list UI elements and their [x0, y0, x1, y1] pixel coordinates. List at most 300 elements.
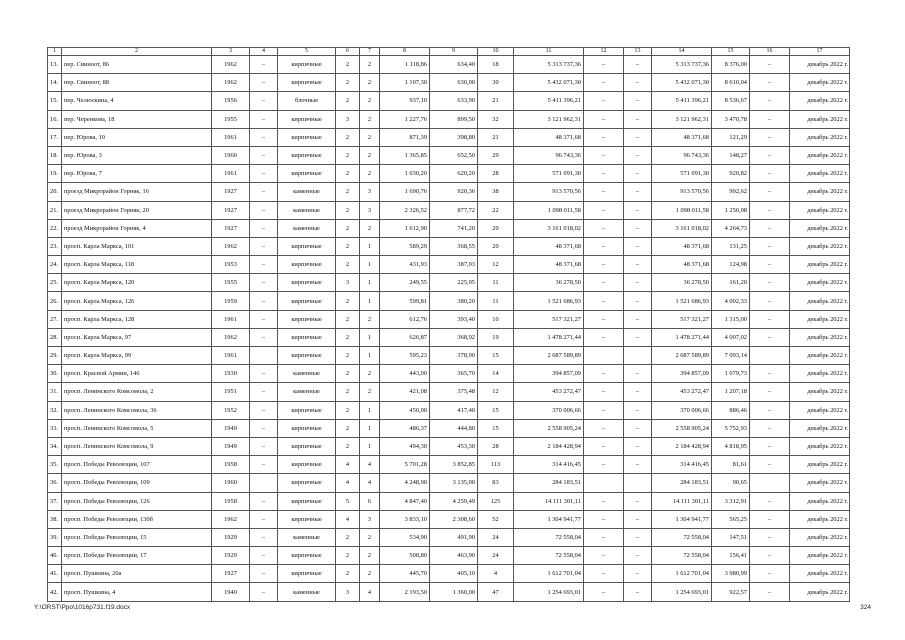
total-cost: 3 161 018,02 — [514, 219, 584, 237]
col-16-value: – — [750, 183, 790, 201]
floors: 2 — [336, 146, 360, 164]
column-number-2: 2 — [62, 48, 212, 56]
col-4-value: – — [250, 492, 278, 510]
residents: 20 — [478, 237, 514, 255]
row-number: 40. — [48, 547, 62, 565]
total-cost: 36 278,50 — [514, 274, 584, 292]
floors: 2 — [336, 565, 360, 583]
col-16-value: – — [750, 110, 790, 128]
entrances: 2 — [360, 365, 380, 383]
build-year: 1962 — [212, 237, 250, 255]
col-16-value: – — [750, 328, 790, 346]
col-16-value: – — [750, 292, 790, 310]
cost-value: 5 432 071,30 — [652, 74, 712, 92]
entrances: 2 — [360, 128, 380, 146]
column-number-row — [48, 48, 850, 56]
address: просп. Победы Революции, 126 — [62, 492, 212, 510]
cost-value: 72 558,04 — [652, 528, 712, 546]
living-area: 634,40 — [430, 56, 478, 74]
row-number: 13. — [48, 56, 62, 74]
row-number: 31. — [48, 383, 62, 401]
cost-value: 48 371,68 — [652, 128, 712, 146]
col-12-value: – — [584, 437, 624, 455]
address: просп. Красной Армии, 146 — [62, 365, 212, 383]
completion-date: декабрь 2022 г. — [790, 92, 850, 110]
column-number-12: 12 — [584, 48, 624, 56]
build-year: 1929 — [212, 547, 250, 565]
col-13-value: – — [624, 383, 652, 401]
living-area: 387,03 — [430, 256, 478, 274]
living-area: 463,90 — [430, 547, 478, 565]
cost-value: 1 478 271,44 — [652, 328, 712, 346]
col-13-value: – — [624, 74, 652, 92]
total-cost: 1 098 011,58 — [514, 201, 584, 219]
col-16-value: – — [750, 201, 790, 219]
floors: 2 — [336, 219, 360, 237]
cost-value: 5 411 396,21 — [652, 92, 712, 110]
table-row — [48, 56, 850, 74]
total-cost: 5 313 737,36 — [514, 56, 584, 74]
document-path: Y:\ORST\Ppo\1016p731.f19.docx — [34, 604, 131, 611]
wall-material: кирпичные — [278, 274, 336, 292]
total-area: 421,08 — [380, 383, 430, 401]
total-area: 4 248,90 — [380, 474, 430, 492]
residents: 10 — [478, 310, 514, 328]
table-row — [48, 128, 850, 146]
entrances: 1 — [360, 274, 380, 292]
table-row — [48, 74, 850, 92]
col-4-value: – — [250, 110, 278, 128]
cost-per-meter: 3 980,99 — [712, 565, 750, 583]
floors: 2 — [336, 237, 360, 255]
completion-date: декабрь 2022 г. — [790, 547, 850, 565]
wall-material: каменные — [278, 528, 336, 546]
page-number: 324 — [860, 604, 871, 611]
wall-material: кирпичные — [278, 146, 336, 164]
row-number: 29. — [48, 347, 62, 365]
col-12-value: – — [584, 401, 624, 419]
address: просп. Ленинского Комсомола, 2 — [62, 383, 212, 401]
build-year: 1961 — [212, 165, 250, 183]
col-4-value: – — [250, 401, 278, 419]
address: проезд Микрорайон Горняк, 4 — [62, 219, 212, 237]
living-area: 405,10 — [430, 565, 478, 583]
col-16-value: – — [750, 401, 790, 419]
column-number-9: 9 — [430, 48, 478, 56]
wall-material: каменные — [278, 583, 336, 601]
total-cost: 517 321,27 — [514, 310, 584, 328]
col-12-value: – — [584, 110, 624, 128]
living-area: 899,50 — [430, 110, 478, 128]
wall-material: кирпичные — [278, 128, 336, 146]
col-16-value: – — [750, 456, 790, 474]
floors: 4 — [336, 456, 360, 474]
total-area: 450,90 — [380, 401, 430, 419]
wall-material: каменные — [278, 365, 336, 383]
living-area: 4 259,49 — [430, 492, 478, 510]
table-row — [48, 401, 850, 419]
completion-date: декабрь 2022 г. — [790, 565, 850, 583]
cost-value: 394 857,09 — [652, 365, 712, 383]
address: просп. Ленинского Комсомола, 36 — [62, 401, 212, 419]
total-cost: 913 570,56 — [514, 183, 584, 201]
cost-value: 1 098 011,58 — [652, 201, 712, 219]
col-16-value: – — [750, 310, 790, 328]
living-area: 380,20 — [430, 292, 478, 310]
col-4-value: – — [250, 92, 278, 110]
total-cost: 394 857,09 — [514, 365, 584, 383]
col-16-value: – — [750, 274, 790, 292]
total-area: 3 833,10 — [380, 510, 430, 528]
col-12-value: – — [584, 528, 624, 546]
build-year: 1927 — [212, 201, 250, 219]
total-cost: 72 558,04 — [514, 547, 584, 565]
entrances: 4 — [360, 474, 380, 492]
residents: 11 — [478, 274, 514, 292]
wall-material: кирпичные — [278, 474, 336, 492]
total-area: 2 193,50 — [380, 583, 430, 601]
col-13-value: – — [624, 256, 652, 274]
total-area: 486,37 — [380, 419, 430, 437]
floors: 2 — [336, 437, 360, 455]
column-number-13: 13 — [624, 48, 652, 56]
col-13-value: – — [624, 510, 652, 528]
build-year: 1930 — [212, 365, 250, 383]
entrances: 2 — [360, 146, 380, 164]
col-13-value: – — [624, 201, 652, 219]
residents: 15 — [478, 401, 514, 419]
total-area: 4 847,40 — [380, 492, 430, 510]
address: пер. Юрова, 7 — [62, 165, 212, 183]
entrances: 2 — [360, 219, 380, 237]
total-area: 508,80 — [380, 547, 430, 565]
cost-value: 96 743,36 — [652, 146, 712, 164]
cost-per-meter: 992,62 — [712, 183, 750, 201]
table-row — [48, 528, 850, 546]
floors: 2 — [336, 547, 360, 565]
table-row — [48, 256, 850, 274]
completion-date: декабрь 2022 г. — [790, 183, 850, 201]
entrances: 2 — [360, 565, 380, 583]
cost-value: 5 313 737,36 — [652, 56, 712, 74]
cost-value: 1 521 686,93 — [652, 292, 712, 310]
col-4-value: – — [250, 74, 278, 92]
row-number: 15. — [48, 92, 62, 110]
col-4-value: – — [250, 237, 278, 255]
total-cost: 72 558,04 — [514, 528, 584, 546]
total-area: 599,81 — [380, 292, 430, 310]
col-12-value: – — [584, 583, 624, 601]
cost-value: 48 371,68 — [652, 256, 712, 274]
total-cost: 571 091,30 — [514, 165, 584, 183]
completion-date: декабрь 2022 г. — [790, 274, 850, 292]
wall-material: кирпичные — [278, 237, 336, 255]
wall-material: блочные — [278, 92, 336, 110]
cost-per-meter: 3 312,91 — [712, 492, 750, 510]
build-year: 1951 — [212, 383, 250, 401]
entrances: 3 — [360, 201, 380, 219]
address: просп. Победы Революции, 107 — [62, 456, 212, 474]
col-4-value: – — [250, 274, 278, 292]
residents: 38 — [478, 183, 514, 201]
residents: 14 — [478, 365, 514, 383]
address: пер. Черенкова, 18 — [62, 110, 212, 128]
build-year: 1953 — [212, 256, 250, 274]
entrances: 1 — [360, 256, 380, 274]
total-cost: 3 121 962,31 — [514, 110, 584, 128]
col-4-value: – — [250, 201, 278, 219]
living-area: 920,36 — [430, 183, 478, 201]
cost-per-meter: 124,98 — [712, 256, 750, 274]
address: просп. Карла Маркса, 101 — [62, 237, 212, 255]
total-area: 589,29 — [380, 237, 430, 255]
residents: 24 — [478, 547, 514, 565]
row-number: 20. — [48, 183, 62, 201]
entrances: 2 — [360, 92, 380, 110]
table-row — [48, 383, 850, 401]
residents: 21 — [478, 128, 514, 146]
col-4-value: – — [250, 365, 278, 383]
col-13-value: – — [624, 547, 652, 565]
col-13-value: – — [624, 165, 652, 183]
entrances: 3 — [360, 510, 380, 528]
cost-per-meter: 148,27 — [712, 146, 750, 164]
row-number: 33. — [48, 419, 62, 437]
table-row — [48, 547, 850, 565]
col-13-value: – — [624, 310, 652, 328]
address: просп. Карла Маркса, 128 — [62, 310, 212, 328]
build-year: 1929 — [212, 528, 250, 546]
cost-value: 370 006,66 — [652, 401, 712, 419]
column-number-5: 5 — [278, 48, 336, 56]
floors: 2 — [336, 92, 360, 110]
total-area: 534,90 — [380, 528, 430, 546]
total-cost: 453 272,47 — [514, 383, 584, 401]
floors: 2 — [336, 292, 360, 310]
col-16-value: – — [750, 165, 790, 183]
address: просп. Ленинского Комсомола, 9 — [62, 437, 212, 455]
col-4-value: – — [250, 437, 278, 455]
completion-date: декабрь 2022 г. — [790, 347, 850, 365]
completion-date: декабрь 2022 г. — [790, 56, 850, 74]
col-4-value: – — [250, 183, 278, 201]
row-number: 18. — [48, 146, 62, 164]
col-16-value: – — [750, 146, 790, 164]
total-area: 494,30 — [380, 437, 430, 455]
col-4-value: – — [250, 219, 278, 237]
build-year: 1962 — [212, 328, 250, 346]
residents: 20 — [478, 219, 514, 237]
living-area: 630,90 — [430, 74, 478, 92]
address: просп. Победы Революции, 130б — [62, 510, 212, 528]
col-16-value: – — [750, 547, 790, 565]
wall-material: кирпичные — [278, 74, 336, 92]
col-16-value: – — [750, 437, 790, 455]
col-12-value: – — [584, 310, 624, 328]
build-year: 1960 — [212, 474, 250, 492]
total-cost: 5 411 396,21 — [514, 92, 584, 110]
residents: 83 — [478, 474, 514, 492]
row-number: 24. — [48, 256, 62, 274]
build-year: 1949 — [212, 419, 250, 437]
living-area: 1 360,00 — [430, 583, 478, 601]
col-4-value: – — [250, 310, 278, 328]
total-cost: 2 184 428,94 — [514, 437, 584, 455]
cost-per-meter: 1 315,00 — [712, 310, 750, 328]
total-area: 626,87 — [380, 328, 430, 346]
row-number: 23. — [48, 237, 62, 255]
cost-per-meter: 8 536,67 — [712, 92, 750, 110]
col-16-value: – — [750, 237, 790, 255]
col-13-value: – — [624, 419, 652, 437]
cost-value: 571 091,30 — [652, 165, 712, 183]
address: пер. Свиноот, 86 — [62, 56, 212, 74]
cost-value: 36 278,50 — [652, 274, 712, 292]
col-4-value: – — [250, 547, 278, 565]
completion-date: декабрь 2022 г. — [790, 492, 850, 510]
completion-date: декабрь 2022 г. — [790, 419, 850, 437]
floors: 2 — [336, 365, 360, 383]
total-cost: 14 111 301,11 — [514, 492, 584, 510]
row-number: 39. — [48, 528, 62, 546]
total-cost: 48 371,68 — [514, 256, 584, 274]
total-area: 445,70 — [380, 565, 430, 583]
total-area: 1 612,90 — [380, 219, 430, 237]
floors: 2 — [336, 347, 360, 365]
col-13-value: – — [624, 183, 652, 201]
col-12-value: – — [584, 492, 624, 510]
floors: 2 — [336, 256, 360, 274]
cost-value: 2 687 589,89 — [652, 347, 712, 365]
cost-per-meter: 4 264,73 — [712, 219, 750, 237]
cost-per-meter: 4 818,95 — [712, 437, 750, 455]
entrances: 3 — [360, 183, 380, 201]
completion-date: декабрь 2022 г. — [790, 128, 850, 146]
total-area: 871,39 — [380, 128, 430, 146]
col-13-value: – — [624, 437, 652, 455]
table-row — [48, 565, 850, 583]
column-number-15: 15 — [712, 48, 750, 56]
floors: 3 — [336, 274, 360, 292]
build-year: 1952 — [212, 401, 250, 419]
residents: 21 — [478, 92, 514, 110]
col-12-value: – — [584, 74, 624, 92]
residents: 15 — [478, 419, 514, 437]
col-12-value: – — [584, 237, 624, 255]
completion-date: декабрь 2022 г. — [790, 328, 850, 346]
wall-material: кирпичные — [278, 292, 336, 310]
col-12-value — [584, 474, 624, 492]
col-4-value: – — [250, 128, 278, 146]
completion-date: декабрь 2022 г. — [790, 583, 850, 601]
col-13-value — [624, 474, 652, 492]
address: просп. Победы Революции, 17 — [62, 547, 212, 565]
living-area: 365,70 — [430, 365, 478, 383]
col-12-value: – — [584, 565, 624, 583]
floors: 4 — [336, 510, 360, 528]
col-16-value: – — [750, 419, 790, 437]
floors: 2 — [336, 383, 360, 401]
wall-material: кирпичные — [278, 492, 336, 510]
build-year: 1956 — [212, 92, 250, 110]
living-area: 491,90 — [430, 528, 478, 546]
col-12-value: – — [584, 165, 624, 183]
col-13-value — [624, 347, 652, 365]
cost-per-meter: 90,65 — [712, 474, 750, 492]
living-area: 368,92 — [430, 328, 478, 346]
build-year: 1955 — [212, 110, 250, 128]
address: просп. Карла Маркса, 97 — [62, 328, 212, 346]
row-number: 25. — [48, 274, 62, 292]
living-area: 393,40 — [430, 310, 478, 328]
entrances: 4 — [360, 456, 380, 474]
col-12-value: – — [584, 510, 624, 528]
residents: 32 — [478, 110, 514, 128]
cost-per-meter: 1 207,18 — [712, 383, 750, 401]
cost-per-meter: 8 610,04 — [712, 74, 750, 92]
col-12-value: – — [584, 292, 624, 310]
floors: 3 — [336, 583, 360, 601]
residents: 15 — [478, 347, 514, 365]
table-row — [48, 456, 850, 474]
col-12-value: – — [584, 56, 624, 74]
col-13-value: – — [624, 237, 652, 255]
completion-date: декабрь 2022 г. — [790, 474, 850, 492]
cost-per-meter: 147,51 — [712, 528, 750, 546]
floors: 2 — [336, 528, 360, 546]
cost-per-meter: 161,20 — [712, 274, 750, 292]
col-12-value: – — [584, 419, 624, 437]
table-row — [48, 365, 850, 383]
address: проезд Микрорайон Горняк, 20 — [62, 201, 212, 219]
wall-material: кирпичные — [278, 456, 336, 474]
row-number: 22. — [48, 219, 62, 237]
total-cost: 96 743,36 — [514, 146, 584, 164]
col-16-value: – — [750, 492, 790, 510]
col-12-value: – — [584, 456, 624, 474]
cost-per-meter: 5 752,93 — [712, 419, 750, 437]
address: просп. Карла Маркса, 99 — [62, 347, 212, 365]
cost-value: 1 304 941,77 — [652, 510, 712, 528]
col-12-value: – — [584, 146, 624, 164]
living-area: 378,90 — [430, 347, 478, 365]
row-number: 41. — [48, 565, 62, 583]
col-13-value: – — [624, 110, 652, 128]
col-13-value: – — [624, 146, 652, 164]
table-row — [48, 146, 850, 164]
address: пер. Юрова, 3 — [62, 146, 212, 164]
total-cost: 48 371,68 — [514, 128, 584, 146]
entrances: 2 — [360, 383, 380, 401]
col-13-value: – — [624, 528, 652, 546]
residents: 11 — [478, 292, 514, 310]
total-cost: 284 183,51 — [514, 474, 584, 492]
wall-material: кирпичные — [278, 347, 336, 365]
col-16-value: – — [750, 256, 790, 274]
wall-material: кирпичные — [278, 510, 336, 528]
floors: 5 — [336, 492, 360, 510]
total-cost: 1 521 686,93 — [514, 292, 584, 310]
col-16-value: – — [750, 583, 790, 601]
table-row — [48, 583, 850, 601]
col-4-value: – — [250, 56, 278, 74]
living-area: 3 135,00 — [430, 474, 478, 492]
table-row — [48, 474, 850, 492]
floors: 2 — [336, 201, 360, 219]
residents: 30 — [478, 74, 514, 92]
col-12-value: – — [584, 274, 624, 292]
total-cost: 1 478 271,44 — [514, 328, 584, 346]
